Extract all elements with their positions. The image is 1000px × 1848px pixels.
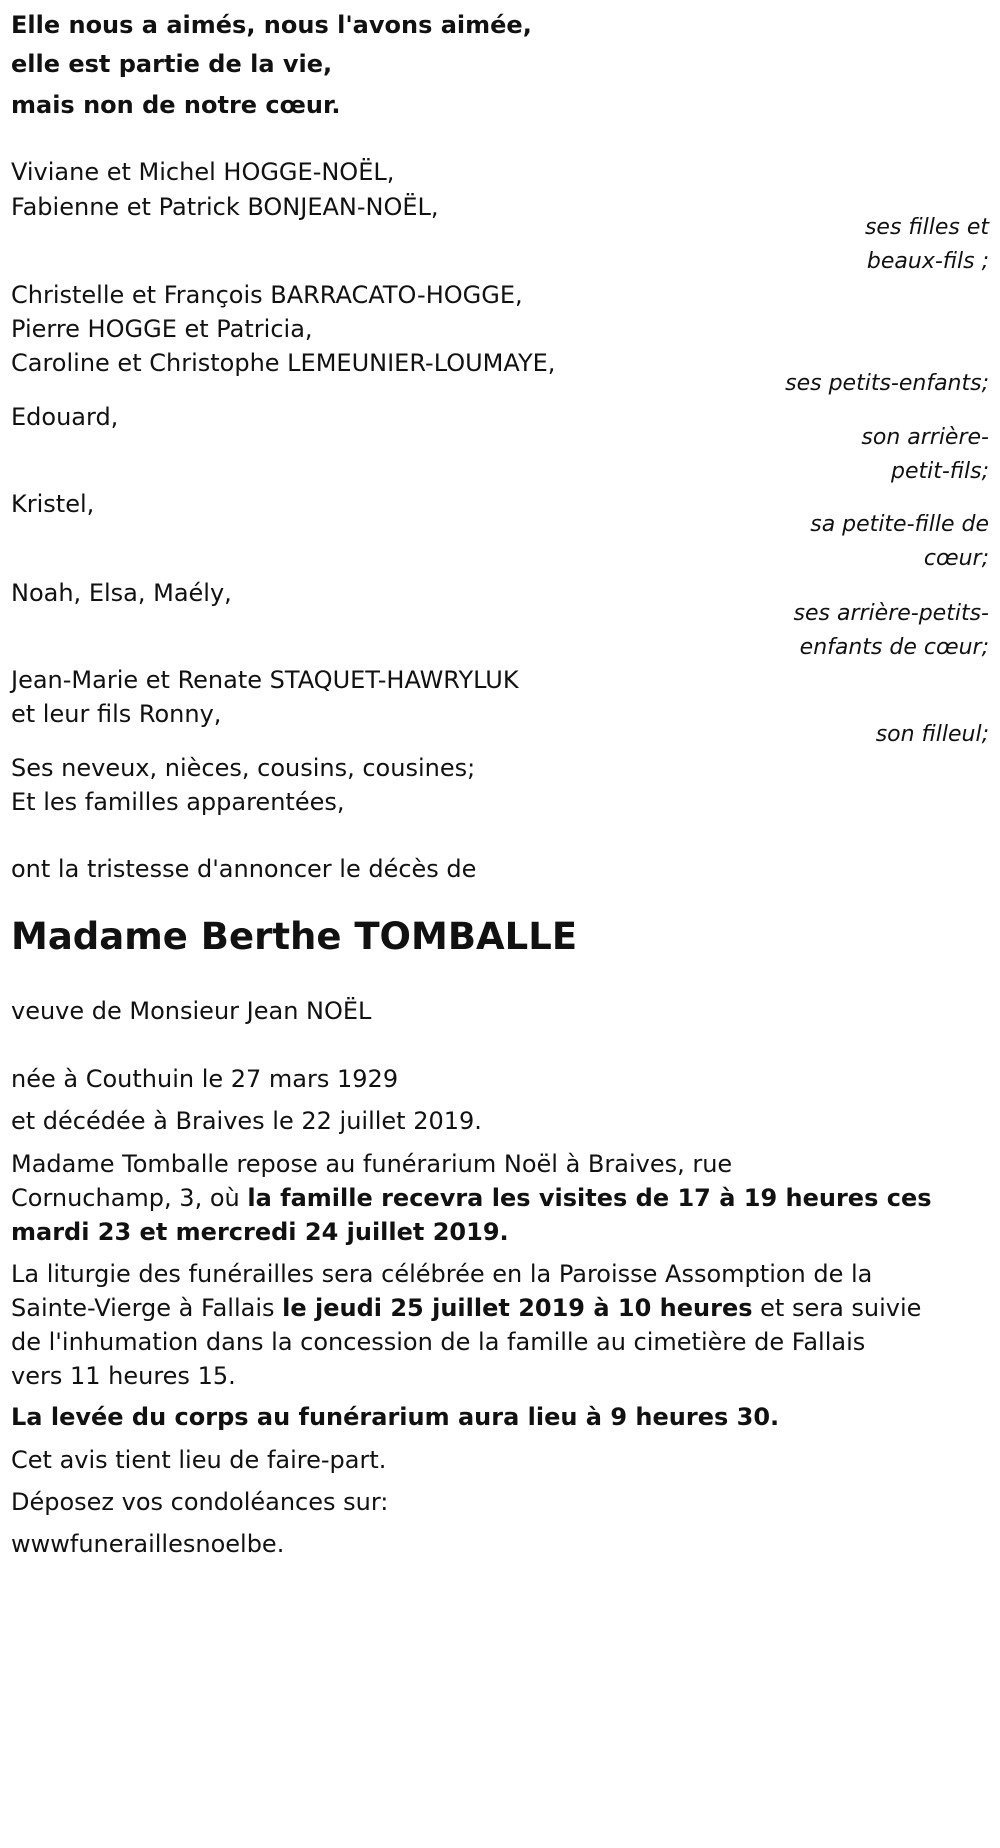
liturgy-date: le jeudi 25 juillet 2019 à 10 heures [282, 1294, 753, 1322]
faire-part-notice: Cet avis tient lieu de faire-part. [11, 1446, 387, 1474]
role-heart-granddaughter-2: cœur; [923, 546, 989, 571]
announcement: ont la tristesse d'annoncer le décès de [11, 855, 477, 883]
visits-hours: la famille recevra les visites de 17 à 19 heures ces [247, 1184, 932, 1212]
family-grandchild-3: Caroline et Christophe LEMEUNIER-LOUMAYE, [11, 349, 556, 377]
poem-line-3: mais non de notre cœur. [11, 91, 341, 119]
role-great-grandson-2: petit-fils; [890, 459, 989, 484]
visits-line-3: mardi 23 et mercredi 24 juillet 2019. [11, 1218, 509, 1246]
role-godson: son filleul; [875, 722, 989, 747]
family-godson-2: et leur fils Ronny, [11, 700, 222, 728]
family-grandchild-1: Christelle et François BARRACATO-HOGGE, [11, 281, 523, 309]
death-info: et décédée à Braives le 22 juillet 2019. [11, 1107, 482, 1135]
liturgy-line-4: vers 11 heures 15. [11, 1362, 236, 1390]
family-heart-great-grandchildren: Noah, Elsa, Maély, [11, 579, 232, 607]
family-great-grandson: Edouard, [11, 403, 119, 431]
role-great-grandson-1: son arrière- [861, 425, 989, 450]
liturgy-line-3: de l'inhumation dans la concession de la famille au cimetière de Fallais [11, 1328, 866, 1356]
family-grandchild-2: Pierre HOGGE et Patricia, [11, 315, 313, 343]
visits-line-1: Madame Tomballe repose au funérarium Noël à Braives, rue [11, 1150, 733, 1178]
poem-line-1: Elle nous a aimés, nous l'avons aimée, [11, 11, 532, 39]
family-heart-granddaughter: Kristel, [11, 490, 95, 518]
role-daughters-2: beaux-fils ; [866, 249, 989, 274]
family-others-1: Ses neveux, nièces, cousins, cousines; [11, 754, 476, 782]
role-heart-great-grandchildren-2: enfants de cœur; [799, 635, 989, 660]
family-others-2: Et les familles apparentées, [11, 788, 345, 816]
family-godson-1: Jean-Marie et Renate STAQUET-HAWRYLUK [11, 666, 519, 694]
role-daughters-1: ses filles et [864, 215, 989, 240]
website-link[interactable]: wwwfuneraillesnoelbe. [11, 1530, 285, 1558]
liturgy-followed: et sera suivie [752, 1294, 922, 1322]
visits-address: Cornuchamp, 3, où [11, 1184, 248, 1212]
condolences-prompt: Déposez vos condoléances sur: [11, 1488, 389, 1516]
role-grandchildren: ses petits-enfants; [785, 371, 989, 396]
widow-of: veuve de Monsieur Jean NOËL [11, 997, 372, 1025]
birth-info: née à Couthuin le 27 mars 1929 [11, 1065, 399, 1093]
deceased-name: Madame Berthe TOMBALLE [11, 915, 578, 958]
family-daughter-1: Viviane et Michel HOGGE-NOËL, [11, 158, 395, 186]
role-heart-granddaughter-1: sa petite-fille de [810, 512, 989, 537]
poem-line-2: elle est partie de la vie, [11, 50, 333, 78]
levee-du-corps: La levée du corps au funérarium aura lieu à 9 heures 30. [11, 1403, 780, 1431]
role-heart-great-grandchildren-1: ses arrière-petits- [793, 601, 989, 626]
liturgy-place: Sainte-Vierge à Fallais [11, 1294, 283, 1322]
visits-line-2 [11, 1179, 932, 1217]
liturgy-line-1: La liturgie des funérailles sera célébrée en la Paroisse Assomption de la [11, 1260, 873, 1288]
liturgy-line-2 [11, 1289, 921, 1327]
family-daughter-2: Fabienne et Patrick BONJEAN-NOËL, [11, 193, 439, 221]
